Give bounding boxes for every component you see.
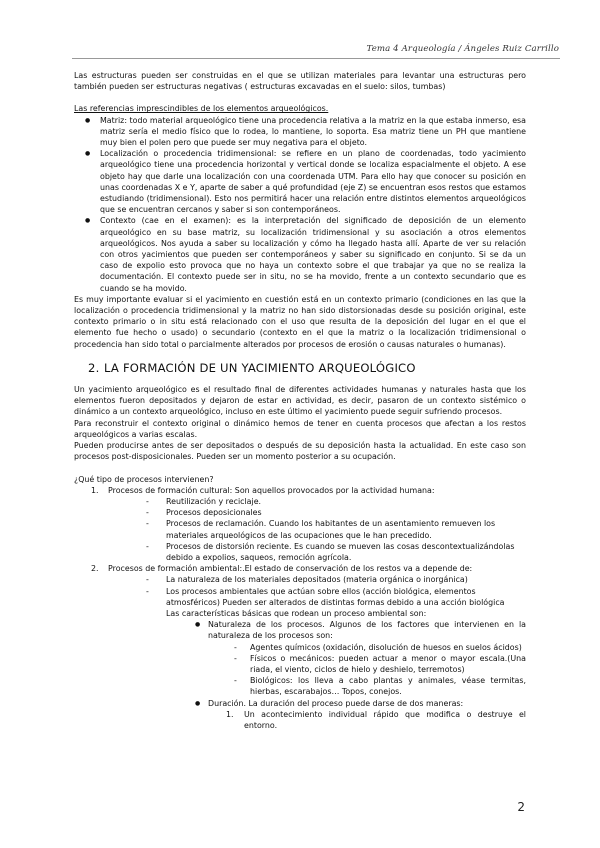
list-item: - La naturaleza de los materiales depositados (materia orgánica o inorgánica) bbox=[166, 574, 526, 585]
ref-term: Localización o procedencia tridimensional bbox=[100, 149, 274, 159]
list-marker: 1. bbox=[226, 709, 234, 719]
ref-item-contexto bbox=[100, 215, 526, 293]
formation-paragraph-1: Un yacimiento arqueológico es el resultado final de diferentes actividades humanas y naturales hasta que los elementos fueron depositados y dejaron de estar en actividad, es decir, pasaron de un contexto sistémico o dinámico a un contexto arqueológico, incluso en este último el yacimiento puede seguir sufriendo procesos. bbox=[74, 385, 526, 417]
process-ambiental bbox=[91, 563, 526, 731]
list-item: - Procesos de reclamación. Cuando los habitantes de un asentamiento remueven los materiales arqueológicos de las ocupaciones que le han precedido. bbox=[166, 518, 526, 540]
duration-item-text: Un acontecimiento individual rápido que modifica o destruye el entorno. bbox=[244, 709, 526, 730]
refs-heading: Las referencias imprescindibles de los elementos arqueológicos. bbox=[74, 104, 329, 114]
list-item: - Los procesos ambientales que actúan sobre ellos (acción biológica, elementos atmosféricos) Pueden ser alterados de distintas formas debido a una acción biológica bbox=[166, 586, 526, 608]
process-list bbox=[74, 485, 526, 731]
ref-text: : se refiere en un plano de coordenadas, todo yacimiento arqueológico tiene una procedencia horizontal y vertical donde se localiza espacialmente el objeto. A ese objeto hay que darle una localización con una coordenada UTM. Para ello hay que conocer su posición en unas coordenadas X e Y, aparte de saber a qué profundidad (eje Z) se encuentran esos restos que estamos estudiando (tridimensional). Esto nos permitirá hacer una relación entre distintos elementos arqueológicos que se encuentran cercanos y saber si son contemporáneos. bbox=[100, 149, 526, 215]
section-heading bbox=[74, 360, 526, 375]
characteristic-nature bbox=[208, 619, 526, 697]
process-title: Procesos de formación ambiental:.El estado de conservación de los restos va a depende de: bbox=[108, 564, 473, 574]
page-content bbox=[74, 70, 526, 731]
characteristic-duration bbox=[208, 698, 526, 732]
ref-text: : es la interpretación del significado de deposición de un elemento arqueológico en su base matriz, su localización tridimensional y su asociación a otros elementos arqueológicos. Nos ayuda a saber su localización y cómo ha llegado hasta allí. Aparte de ver su relación con otros yacimientos que pueden ser contemporáneos y saber su significado en conjunto. Si se da un caso de expolio esto provoca que no haya un contexto sobre el que trabajar ya que no se realiza la documentación. El contexto puede ser in situ, no se ha movido, frente a un contexto secundario que es cuando se ha movido. bbox=[100, 216, 527, 293]
list-item: - Agentes químicos (oxidación, disolución de huesos en suelos ácidos) bbox=[250, 642, 526, 653]
process-cultural bbox=[91, 485, 526, 563]
process-title: Procesos de formación cultural: Son aquellos provocados por la actividad humana: bbox=[108, 485, 435, 495]
list-marker: 1. bbox=[91, 485, 99, 495]
list-item bbox=[226, 709, 526, 731]
evaluation-paragraph: Es muy importante evaluar si el yacimiento en cuestión está en un contexto primario (condiciones en las que la localización o procedencia tridimensional y la matriz no han sido distorsionadas desde su posición original, este contexto primario o in situ está relacionado con el uso que resulta de la deposición del lugar en el que el elemento fue hecho o usado) o secundario (contexto en el que la matriz o la localización tridimensional o procedencia han sido total o parcialmente alterados por procesos de erosión o causas naturales o humanas). bbox=[74, 294, 526, 349]
formation-paragraph-2: Para reconstruir el contexto original o dinámico hemos de tener en cuenta procesos que afectan a los restos arqueológicos a varias escalas. bbox=[74, 418, 526, 439]
ref-term: Contexto (cae en el examen) bbox=[100, 216, 229, 226]
agents-list bbox=[208, 642, 526, 698]
ref-item-matriz bbox=[100, 115, 526, 149]
nature-text: Naturaleza de los procesos. Algunos de los factores que intervienen en la naturaleza de los procesos son: bbox=[208, 620, 526, 641]
list-item: - Biológicos: los lleva a cabo plantas y animales, véase termitas, hierbas, escarabajos… Topos, conejos. bbox=[250, 675, 526, 697]
list-item: - Procesos deposicionales bbox=[166, 507, 526, 518]
section-title: LA FORMACIÓN DE UN YACIMIENTO ARQUEOLÓGICO bbox=[104, 360, 416, 375]
ref-item-localizacion bbox=[100, 148, 526, 215]
question-line: ¿Qué tipo de procesos intervienen? bbox=[74, 474, 214, 484]
ambiental-subitems bbox=[108, 574, 526, 608]
list-item: - Físicos o mecánicos: pueden actuar a menor o mayor escala.(Una riada, el viento, ciclos de hielo y deshielo, terremotos) bbox=[250, 653, 526, 675]
duration-list bbox=[208, 709, 526, 731]
ref-term: Matriz bbox=[100, 115, 125, 125]
characteristics-intro: Las características básicas que rodean un proceso ambiental son: bbox=[166, 608, 427, 618]
characteristics-list bbox=[108, 619, 526, 731]
refs-list bbox=[74, 115, 526, 294]
duration-text: Duración. La duración del proceso puede darse de dos maneras: bbox=[208, 698, 464, 708]
list-item: - Procesos de distorsión reciente. Es cuando se mueven las cosas descontextualizándolas debido a expolios, saqueos, remoción agrícola. bbox=[166, 541, 526, 563]
formation-paragraph-3: Pueden producirse antes de ser depositados o después de su deposición hasta la actualidad. En este caso son procesos post-disposicionales. Pueden ser un momento posterior a su ocupación. bbox=[74, 441, 526, 462]
header-rule bbox=[72, 58, 560, 59]
section-number: 2. bbox=[88, 360, 100, 375]
cultural-subitems bbox=[108, 496, 526, 563]
page-header: Tema 4 Arqueología / Ángeles Ruiz Carrillo bbox=[366, 44, 559, 54]
ref-text: : todo material arqueológico tiene una procedencia relativa a la matriz en la que estaba inmerso, esa matriz sería el medio físico que lo rodea, lo mantiene, lo soporta. Esa matriz tiene un PH que mantiene muy bien el polen pero que puede ser muy negativa para el objeto. bbox=[100, 115, 526, 148]
list-item: - Reutilización y reciclaje. bbox=[166, 496, 526, 507]
page-number: 2 bbox=[517, 800, 525, 814]
list-marker: 2. bbox=[91, 564, 99, 574]
intro-paragraph: Las estructuras pueden ser construidas en el que se utilizan materiales para levantar una estructuras pero también pueden ser estructuras negativas ( estructuras excavadas en el suelo: silos, tumbas) bbox=[74, 71, 526, 92]
